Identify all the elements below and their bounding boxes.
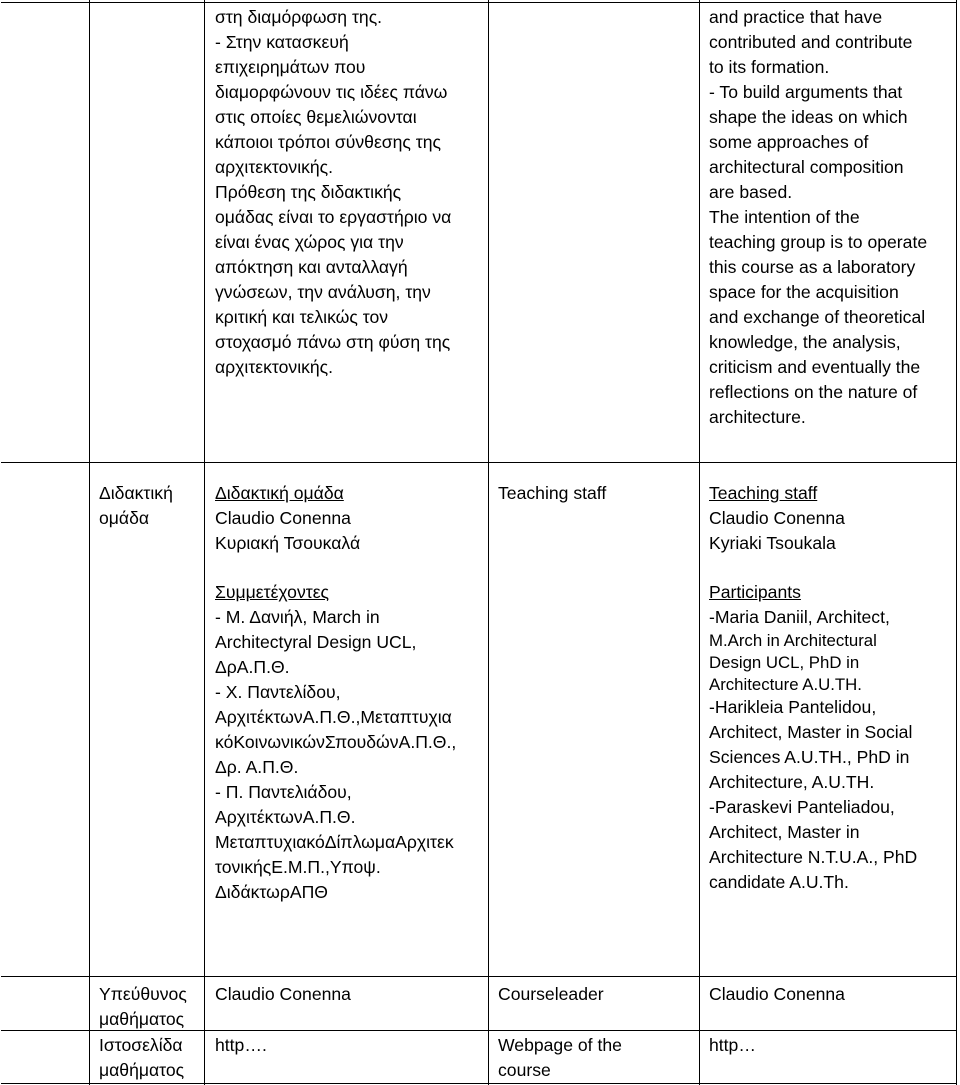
web-value-english bbox=[709, 1033, 756, 1058]
leader-label-english bbox=[498, 982, 604, 1007]
text-line: αρχιτεκτονικής. bbox=[215, 357, 334, 377]
label-line: μαθήματος bbox=[99, 1009, 185, 1029]
label-line: course bbox=[498, 1060, 551, 1080]
staff-english bbox=[709, 481, 845, 556]
staff-label-english bbox=[498, 481, 606, 506]
participant-line: Sciences A.U.TH., PhD in bbox=[709, 747, 910, 767]
participant-line: -Paraskevi Panteliadou, bbox=[709, 797, 895, 817]
participant-line: Design UCL, PhD in bbox=[709, 653, 860, 672]
text-line: criticism and eventually the bbox=[709, 357, 921, 377]
column-divider-3 bbox=[699, 0, 700, 1085]
participant-line: Architect, Master in bbox=[709, 822, 860, 842]
label-line: μαθήματος bbox=[99, 1060, 185, 1080]
table-border-bottom bbox=[1, 1083, 957, 1084]
text-line: and practice that have bbox=[709, 7, 883, 27]
participant-line: M.Arch in Architectural bbox=[709, 631, 877, 650]
text-line: στις οποίες θεμελιώνονται bbox=[215, 107, 417, 127]
text-line: some approaches of bbox=[709, 132, 869, 152]
staff-member: Κυριακή Τσουκαλά bbox=[215, 533, 361, 553]
text-line: - Στην κατασκευή bbox=[215, 32, 349, 52]
text-line: - To build arguments that bbox=[709, 82, 903, 102]
web-label-english bbox=[498, 1033, 622, 1083]
participant-line: ΜεταπτυχιακόΔίπλωμαΑρχιτεκ bbox=[215, 832, 454, 852]
column-divider-2 bbox=[488, 0, 489, 1085]
staff-heading: Teaching staff bbox=[709, 483, 818, 503]
participant-line: ΔρΑ.Π.Θ. bbox=[215, 657, 290, 677]
participant-line: Architect, Master in Social bbox=[709, 722, 913, 742]
text-line: διαμορφώνουν τις ιδέες πάνω bbox=[215, 82, 448, 102]
leader-value-english bbox=[709, 982, 845, 1007]
description-greek bbox=[215, 5, 451, 380]
staff-greek bbox=[215, 481, 360, 556]
label-line: Ιστοσελίδα bbox=[99, 1035, 183, 1055]
text-line: στοχασμό πάνω στη φύση της bbox=[215, 332, 451, 352]
participant-line: -Maria Daniil, Architect, bbox=[709, 607, 890, 627]
participants-english bbox=[709, 580, 890, 630]
table-border-top bbox=[1, 2, 957, 3]
web-value-greek bbox=[215, 1033, 267, 1058]
participant-line: - Π. Παντελιάδου, bbox=[215, 782, 352, 802]
text-line: knowledge, the analysis, bbox=[709, 332, 901, 352]
web-link[interactable]: http…. bbox=[215, 1035, 267, 1055]
staff-heading: Διδακτική ομάδα bbox=[215, 483, 344, 503]
participant-line: -Harikleia Pantelidou, bbox=[709, 697, 877, 717]
participant-line: - Χ. Παντελίδου, bbox=[215, 682, 341, 702]
staff-member: Claudio Conenna bbox=[709, 508, 845, 528]
text-line: teaching group is to operate bbox=[709, 232, 928, 252]
text-line: γνώσεων, την ανάλυση, την bbox=[215, 282, 431, 302]
leader-value-greek bbox=[215, 982, 351, 1007]
row-divider-2 bbox=[1, 976, 957, 977]
staff-member: Claudio Conenna bbox=[215, 508, 351, 528]
text-line: are based. bbox=[709, 182, 793, 202]
label-line: Courseleader bbox=[498, 984, 604, 1004]
web-link[interactable]: http… bbox=[709, 1035, 756, 1055]
text-line: space for the acquisition bbox=[709, 282, 899, 302]
participant-line: Architectyral Design UCL, bbox=[215, 632, 417, 652]
column-divider-1 bbox=[204, 0, 205, 1085]
column-divider-0 bbox=[89, 0, 90, 1085]
text-line: architectural composition bbox=[709, 157, 904, 177]
row-divider-1 bbox=[1, 462, 957, 463]
participant-line: ΑρχιτέκτωνΑ.Π.Θ.,Μεταπτυχια bbox=[215, 707, 452, 727]
label-line: Διδακτική bbox=[99, 483, 173, 503]
participants-heading: Participants bbox=[709, 582, 801, 602]
participant-line: Architecture N.T.U.A., PhD bbox=[709, 847, 918, 867]
web-label-greek bbox=[99, 1033, 184, 1083]
participant-line: Architecture A.U.TH. bbox=[709, 675, 862, 694]
text-line: contributed and contribute bbox=[709, 32, 913, 52]
participant-line: τονικήςΕ.Μ.Π.,Υποψ. bbox=[215, 857, 381, 877]
participant-line: ΑρχιτέκτωνΑ.Π.Θ. bbox=[215, 807, 356, 827]
text-line: this course as a laboratory bbox=[709, 257, 916, 277]
text-line: κάποιοι τρόποι σύνθεσης της bbox=[215, 132, 442, 152]
description-english bbox=[709, 5, 927, 430]
text-line: The intention of the bbox=[709, 207, 860, 227]
text-line: shape the ideas on which bbox=[709, 107, 908, 127]
leader-name: Claudio Conenna bbox=[709, 984, 845, 1004]
participant-line: Architecture, A.U.TH. bbox=[709, 772, 875, 792]
leader-label-greek bbox=[99, 982, 187, 1032]
label-line: ομάδα bbox=[99, 508, 150, 528]
text-line: αρχιτεκτονικής. bbox=[215, 157, 334, 177]
label-line: Teaching staff bbox=[498, 483, 607, 503]
text-line: κριτική και τελικώς τον bbox=[215, 307, 389, 327]
leader-name: Claudio Conenna bbox=[215, 984, 351, 1004]
participants-heading: Συμμετέχοντες bbox=[215, 582, 330, 602]
participant-line: candidate A.U.Th. bbox=[709, 872, 849, 892]
participant-line: κόΚοινωνικώνΣπουδώνΑ.Π.Θ., bbox=[215, 732, 457, 752]
label-line: Webpage of the bbox=[498, 1035, 622, 1055]
staff-member: Kyriaki Tsoukala bbox=[709, 533, 836, 553]
participant-line: Δρ. Α.Π.Θ. bbox=[215, 757, 299, 777]
text-line: architecture. bbox=[709, 407, 806, 427]
text-line: reflections on the nature of bbox=[709, 382, 918, 402]
participant-line: ΔιδάκτωρΑΠΘ bbox=[215, 882, 328, 902]
text-line: ομάδας είναι το εργαστήριο να bbox=[215, 207, 452, 227]
participants-english-arial bbox=[709, 630, 877, 696]
text-line: απόκτηση και ανταλλαγή bbox=[215, 257, 408, 277]
text-line: and exchange of theoretical bbox=[709, 307, 926, 327]
text-line: στη διαμόρφωση της. bbox=[215, 7, 383, 27]
text-line: επιχειρημάτων που bbox=[215, 57, 366, 77]
participants-greek bbox=[215, 580, 456, 905]
label-line: Υπεύθυνος bbox=[99, 984, 187, 1004]
text-line: to its formation. bbox=[709, 57, 830, 77]
staff-label-greek bbox=[99, 481, 173, 531]
text-line: είναι ένας χώρος για την bbox=[215, 232, 404, 252]
text-line: Πρόθεση της διδακτικής bbox=[215, 182, 402, 202]
participant-line: - Μ. Δανιήλ, March in bbox=[215, 607, 380, 627]
participants-english-rest bbox=[709, 695, 917, 895]
column-divider-4 bbox=[956, 0, 957, 1085]
